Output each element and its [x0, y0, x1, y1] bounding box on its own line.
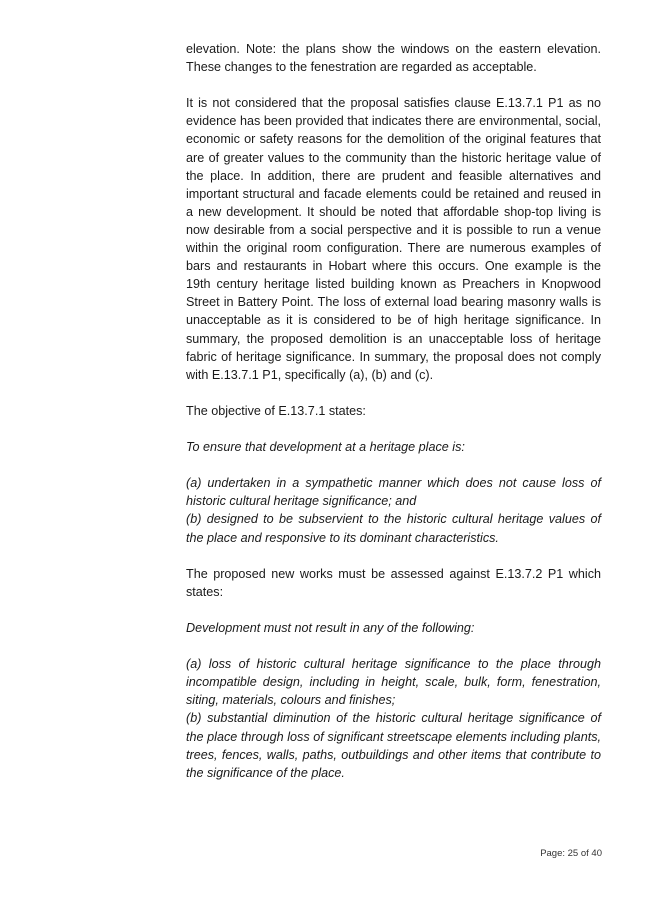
paragraph-development-item-a: (a) loss of historic cultural heritage significance to the place through incompatible design, including in height, scale, bulk, form, fenestration, siting, materials, colours and finishes; [186, 657, 601, 708]
page-number: Page: 25 of 40 [540, 848, 602, 859]
paragraph-objective-quote: To ensure that development at a heritage place is: [186, 440, 465, 455]
paragraph-objective-item-a: (a) undertaken in a sympathetic manner which does not cause loss of historic cultural heritage significance; and [186, 476, 601, 509]
paragraph-objective-intro: The objective of E.13.7.1 states: [186, 403, 366, 418]
paragraph-development-item-b: (b) substantial diminution of the historic cultural heritage significance of the place through loss of significant streetscape elements including plants, trees, fences, walls, paths, outbuildings and other items that contribute to the significance of the place. [186, 711, 601, 780]
document-body [186, 40, 601, 800]
paragraph-new-works-intro: The proposed new works must be assessed against E.13.7.2 P1 which states: [186, 566, 601, 599]
paragraph-elevation-note: elevation. Note: the plans show the windows on the eastern elevation. These changes to the fenestration are regarded as acceptable. [186, 42, 601, 75]
paragraph-objective-item-b: (b) designed to be subservient to the historic cultural heritage values of the place and responsive to its dominant characteristics. [186, 512, 601, 545]
paragraph-development-quote: Development must not result in any of the following: [186, 621, 475, 635]
paragraph-assessment-e13-7-1: It is not considered that the proposal satisfies clause E.13.7.1 P1 as no evidence has been provided that indicates there are environmental, social, economic or safety reasons for the demolition of the original features that are of greater values to the community than the historic heritage value of the place. In addition, there are prudent and feasible alternatives and important structural and facade elements could be retained and reused in a new development. It should be noted that affordable shop-top living is now desirable from a social perspective and it is possible to run a venue within the original room configuration. There are numerous examples of bars and restaurants in Hobart where this occurs. One example is the 19th century heritage listed building known as Preachers in Knopwood Street in Battery Point. The loss of external load bearing masonry walls is unacceptable as it is considered to be of high heritage significance. In summary, the proposed demolition is an unacceptable loss of heritage fabric of heritage significance. In summary, the proposal does not comply with E.13.7.1 P1, specifically (a), (b) and (c). [186, 96, 601, 382]
